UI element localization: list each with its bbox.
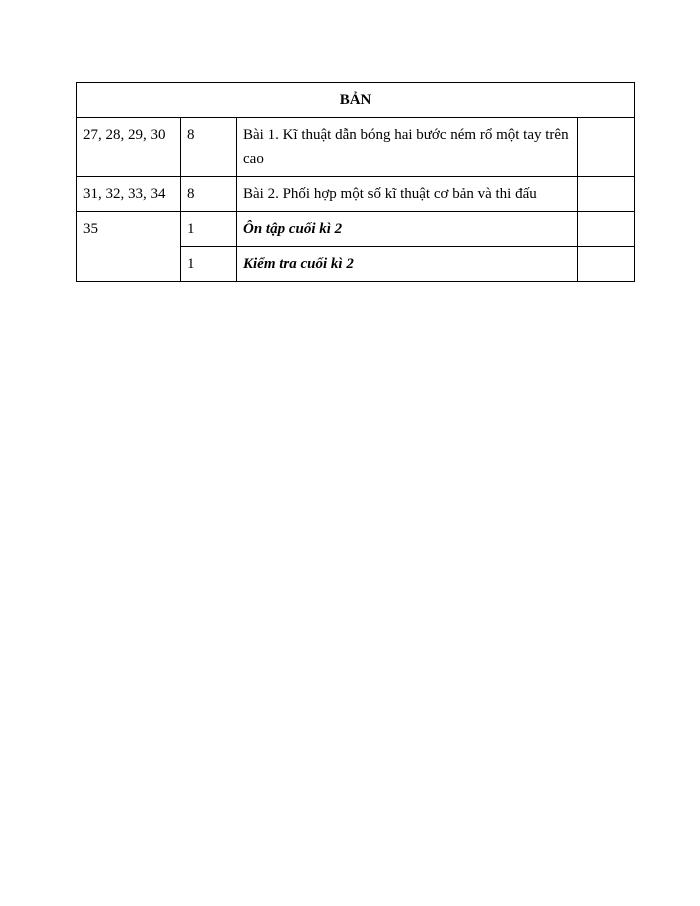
lesson-numbers-cell: 31, 32, 33, 34 [77,177,181,212]
table-row [77,118,635,177]
table-header-row [77,83,635,118]
lesson-numbers-cell: 27, 28, 29, 30 [77,118,181,177]
periods-cell: 8 [181,177,237,212]
table-row [77,177,635,212]
table-row [77,212,635,247]
periods-cell: 8 [181,118,237,177]
periods-cell: 1 [181,212,237,247]
content-cell: Bài 1. Kĩ thuật dẫn bóng hai bước ném rổ một tay trên cao [237,118,578,177]
section-header-cell: BẢN [77,83,635,118]
lesson-numbers-cell: 35 [77,212,181,282]
lesson-plan-table [76,82,635,282]
content-cell: Bài 2. Phối hợp một số kĩ thuật cơ bản và thi đấu [237,177,578,212]
periods-cell: 1 [181,247,237,282]
content-cell: Kiểm tra cuối kì 2 [237,247,578,282]
content-cell: Ôn tập cuối kì 2 [237,212,578,247]
note-cell [578,247,635,282]
note-cell [578,212,635,247]
note-cell [578,177,635,212]
note-cell [578,118,635,177]
